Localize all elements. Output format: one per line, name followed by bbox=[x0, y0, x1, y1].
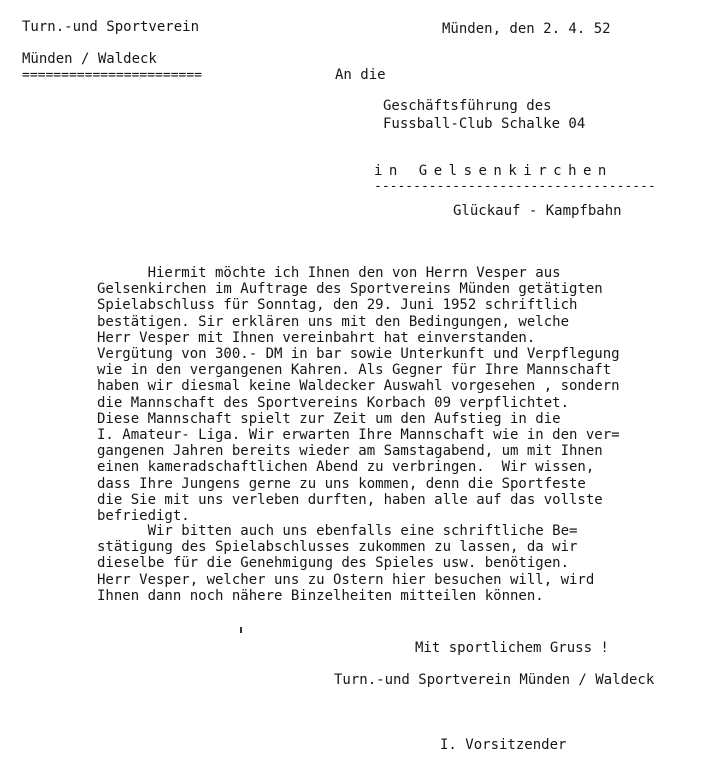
body-line: dass Ihre Jungens gerne zu uns kommen, denn die Sportfeste bbox=[97, 475, 586, 492]
recipient-venue: Glückauf - Kampfbahn bbox=[453, 203, 622, 219]
body-line: bestätigen. Sir erklären uns mit den Bedingungen, welche bbox=[97, 313, 570, 330]
sender-name-line2: Münden / Waldeck bbox=[22, 51, 157, 67]
body-line: die Mannschaft des Sportvereins Korbach 09 verpflichtet. bbox=[97, 394, 570, 411]
signatory-title: I. Vorsitzender bbox=[440, 737, 567, 753]
body-line: Hiermit möchte ich Ihnen den von Herrn Vesper aus bbox=[97, 265, 561, 281]
body-line: Herr Vesper mit Ihnen vereinbahrt hat einverstanden. bbox=[97, 329, 536, 346]
body-line: stätigung des Spielabschlusses zukommen zu lassen, da wir bbox=[97, 539, 578, 556]
body-line: Spielabschluss für Sonntag, den 29. Juni 1952 schriftlich bbox=[97, 297, 578, 314]
body-paragraph-1 bbox=[97, 265, 707, 540]
body-paragraph-2 bbox=[97, 523, 707, 613]
body-line: haben wir diesmal keine Waldecker Auswahl vorgesehen , sondern bbox=[97, 378, 620, 395]
body-line: gangenen Jahren bereits wieder am Samstagabend, um mit Ihnen bbox=[97, 443, 603, 460]
body-line: einen kameradschaftlichen Abend zu verbringen. Wir wissen, bbox=[97, 459, 595, 476]
body-line: I. Amateur- Liga. Wir erwarten Ihre Mannschaft wie in den ver= bbox=[97, 427, 620, 443]
recipient-city-underline: ------------------------------------ bbox=[374, 182, 656, 192]
closing-greeting: Mit sportlichem Gruss ! bbox=[415, 640, 609, 656]
closing-organization: Turn.-und Sportverein Münden / Waldeck bbox=[334, 672, 655, 688]
recipient-city-line: in Gelsenkirchen bbox=[374, 163, 613, 179]
recipient-line1: Geschäftsführung des bbox=[383, 98, 552, 114]
body-line: wie in den vergangenen Kahren. Als Gegner für Ihre Mannschaft bbox=[97, 362, 612, 379]
recipient-to: An die bbox=[335, 67, 386, 83]
body-line: die Sie mit uns verleben durften, haben alle auf das vollste bbox=[97, 491, 603, 508]
body-line: Diese Mannschaft spielt zur Zeit um den Aufstieg in die bbox=[97, 410, 561, 427]
body-line: Herr Vesper, welcher uns zu Ostern hier besuchen will, wird bbox=[97, 571, 595, 588]
body-line: Gelsenkirchen im Auftrage des Sportvereins Münden getätigten bbox=[97, 281, 603, 298]
ink-speck bbox=[240, 627, 242, 633]
sender-underline: ======================= bbox=[22, 71, 203, 81]
body-line: Vergütung von 300.- DM in bar sowie Unterkunft und Verpflegung bbox=[97, 346, 620, 362]
body-line: dieselbe für die Genehmigung des Spieles usw. benötigen. bbox=[97, 555, 570, 572]
body-line: befriedigt. bbox=[97, 508, 190, 524]
recipient-line2: Fussball-Club Schalke 04 bbox=[383, 116, 586, 132]
body-line: Wir bitten auch uns ebenfalls eine schriftliche Be= bbox=[97, 523, 578, 539]
sender-name-line1: Turn.-und Sportverein bbox=[22, 19, 200, 35]
body-line: Ihnen dann noch nähere Binzelheiten mitteilen können. bbox=[97, 587, 544, 604]
date-line: Münden, den 2. 4. 52 bbox=[442, 21, 611, 37]
